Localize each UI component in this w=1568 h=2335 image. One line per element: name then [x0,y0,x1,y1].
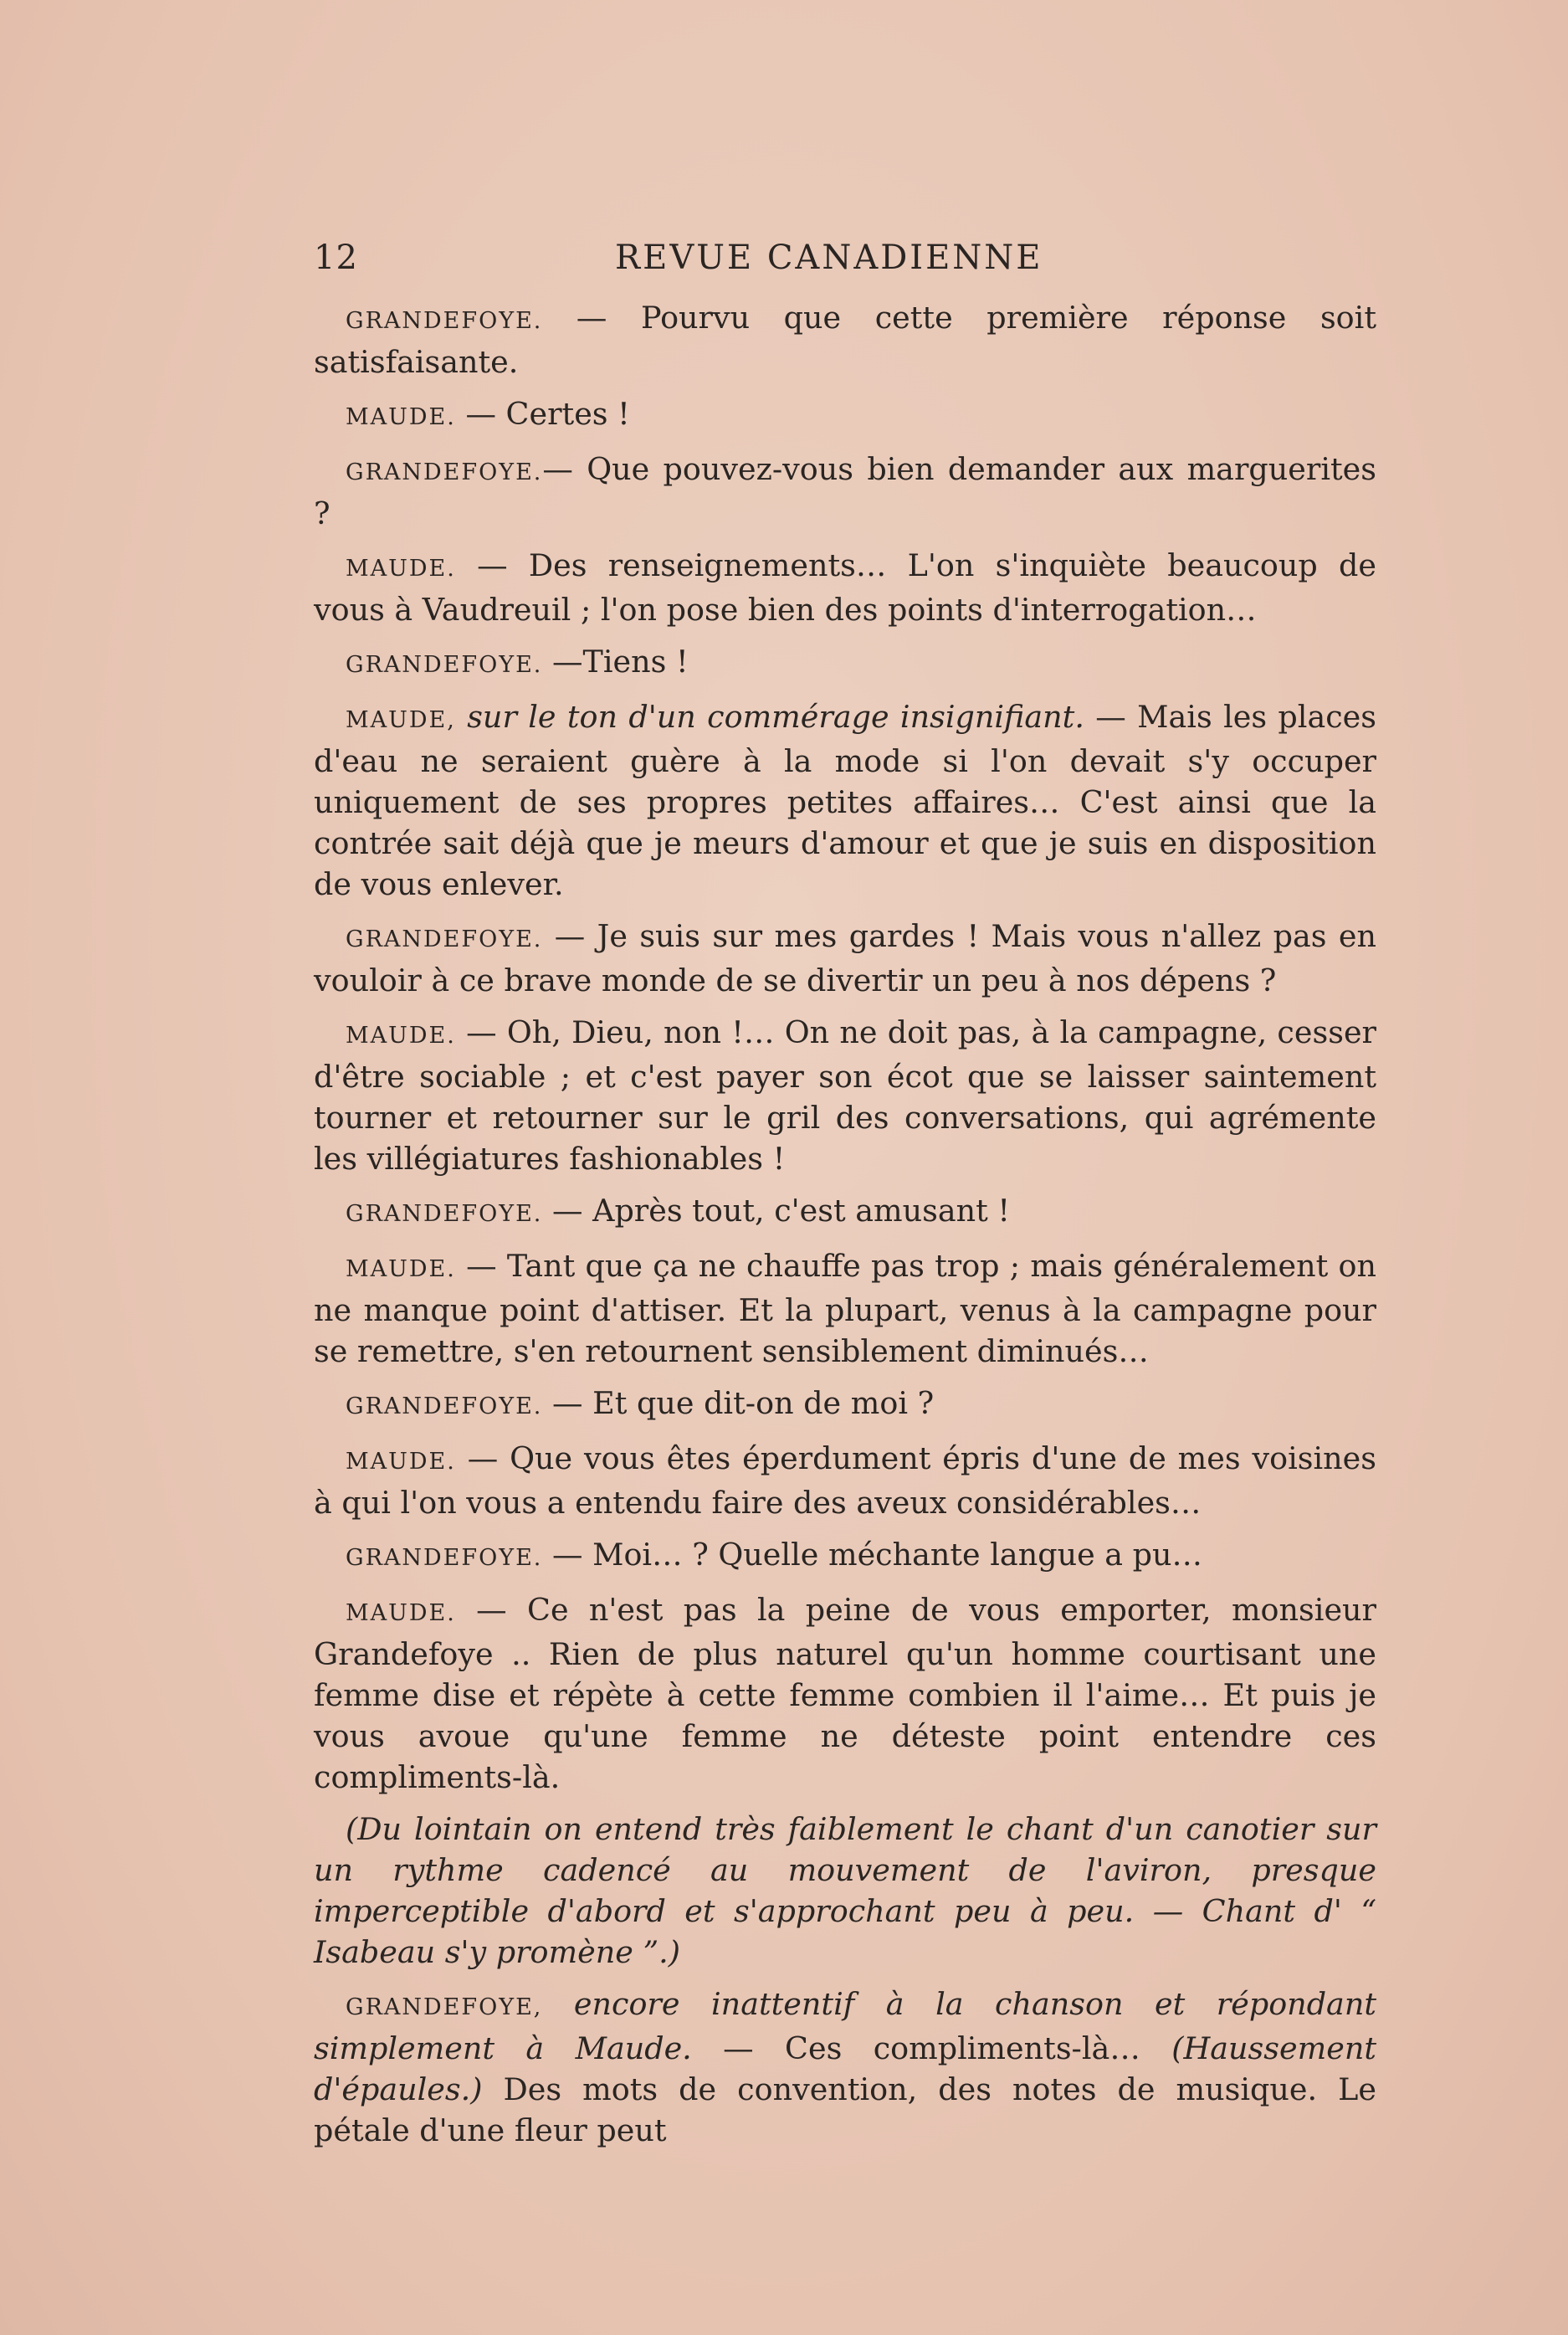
speaker-name: GRANDEFOYE. [346,459,543,485]
dialogue-text: — Pourvu que cette première réponse soit satisfaisante. [314,300,1376,380]
dialogue-paragraph [314,641,1376,685]
dialogue-text: — Que pouvez-vous bien demander aux marguerites ? [314,451,1376,531]
speaker-name: GRANDEFOYE. [346,1545,543,1571]
dialogue-paragraph [314,297,1376,382]
dialogue-text: Des mots de convention, des notes de musique. Le pétale d'une fleur peut [314,2071,1376,2148]
dialogue-text: — Ce n'est pas la peine de vous emporter, monsieur Grandefoye .. Rien de plus naturel qu'un homme courtisant une femme dise et répète à cette femme combien il l'aime… Et puis je vous avoue qu'une femme ne déteste point entendre ces compliments-là. [314,1592,1376,1795]
dialogue-paragraph [314,1012,1376,1179]
page-number: 12 [314,239,358,277]
dialogue-paragraph [314,449,1376,534]
dialogue-paragraph [314,545,1376,630]
running-title: REVUE CANADIENNE [615,239,1043,277]
dialogue-paragraph [314,1383,1376,1427]
speaker-name: GRANDEFOYE. [346,1393,543,1419]
dialogue-text: — Oh, Dieu, non !… On ne doit pas, à la campagne, cesser d'être sociable ; et c'est payer son écot que se laisser saintement tourner et retourner sur le gril des conversations, qui agrémente les villégiatures fashionables ! [314,1014,1376,1177]
speaker-name: MAUDE, [346,707,456,733]
dialogue-paragraph [314,393,1376,438]
stage-aside: encore inattentif à la chanson et répondant simplement à Maude. [314,1986,1376,2066]
speaker-name: GRANDEFOYE. [346,308,543,334]
dialogue-text: — Et que dit-on de moi ? [542,1385,935,1421]
dialogue-text: — Mais les places d'eau ne seraient guère à la mode si l'on devait s'y occuper uniquement de ses propres petites affaires… C'est ainsi que la contrée sait déjà que je meurs d'amour et que je suis en disposition de vous enlever. [314,699,1376,902]
dialogue-text: — Après tout, c'est amusant ! [542,1193,1011,1229]
dialogue-text: — Moi… ? Quelle méchante langue a pu… [542,1537,1203,1573]
dialogue-paragraph [314,1190,1376,1234]
speaker-name: MAUDE. [346,404,456,430]
dialogue-text: — Tant que ça ne chauffe pas trop ; mais généralement on ne manque point d'attiser. Et la plupart, venus à la campagne pour se remettre, s'en retournent sensiblement diminués… [314,1248,1376,1369]
dialogue-body [314,297,1376,2151]
speaker-name: MAUDE. [346,1600,456,1626]
speaker-name: GRANDEFOYE. [346,652,543,678]
speaker-name: GRANDEFOYE. [346,926,543,952]
stage-aside: (Haussement d'épaules.) [314,2030,1376,2107]
dialogue-paragraph [314,696,1376,905]
speaker-name: MAUDE. [346,556,456,582]
stage-aside: sur le ton d'un commérage insignifiant. [455,699,1084,735]
dialogue-text: — Ces compliments-là… [691,2030,1172,2066]
page-header [314,239,1376,297]
speaker-name: GRANDEFOYE. [346,1201,543,1227]
dialogue-text: — Je suis sur mes gardes ! Mais vous n'allez pas en vouloir à ce brave monde de se divertir un peu à nos dépens ? [314,918,1376,998]
page-content [314,239,1376,2162]
speaker-name: MAUDE. [346,1449,456,1475]
stage-direction: (Du lointain on entend très faiblement le chant d'un canotier sur un rythme cadencé au mouvement de l'aviron, presque imperceptible d'abord et s'approchant peu à peu. — Chant d' “ Isabeau s'y promène ”.) [314,1811,1376,1970]
dialogue-text: —Tiens ! [542,644,689,680]
speaker-name: GRANDEFOYE, [346,1994,543,2020]
dialogue-text: — Des renseignements… L'on s'inquiète beaucoup de vous à Vaudreuil ; l'on pose bien des points d'interrogation… [314,547,1376,628]
dialogue-paragraph [314,1534,1376,1578]
dialogue-text: — Certes ! [455,396,630,432]
speaker-name: MAUDE. [346,1256,456,1282]
dialogue-paragraph [314,1589,1376,1798]
dialogue-paragraph [314,1245,1376,1372]
dialogue-paragraph [314,1983,1376,2151]
dialogue-paragraph [314,916,1376,1001]
speaker-name: MAUDE. [346,1023,456,1049]
dialogue-paragraph [314,1438,1376,1523]
dialogue-text: — Que vous êtes éperdument épris d'une de mes voisines à qui l'on vous a entendu faire des aveux considérables… [314,1440,1376,1521]
